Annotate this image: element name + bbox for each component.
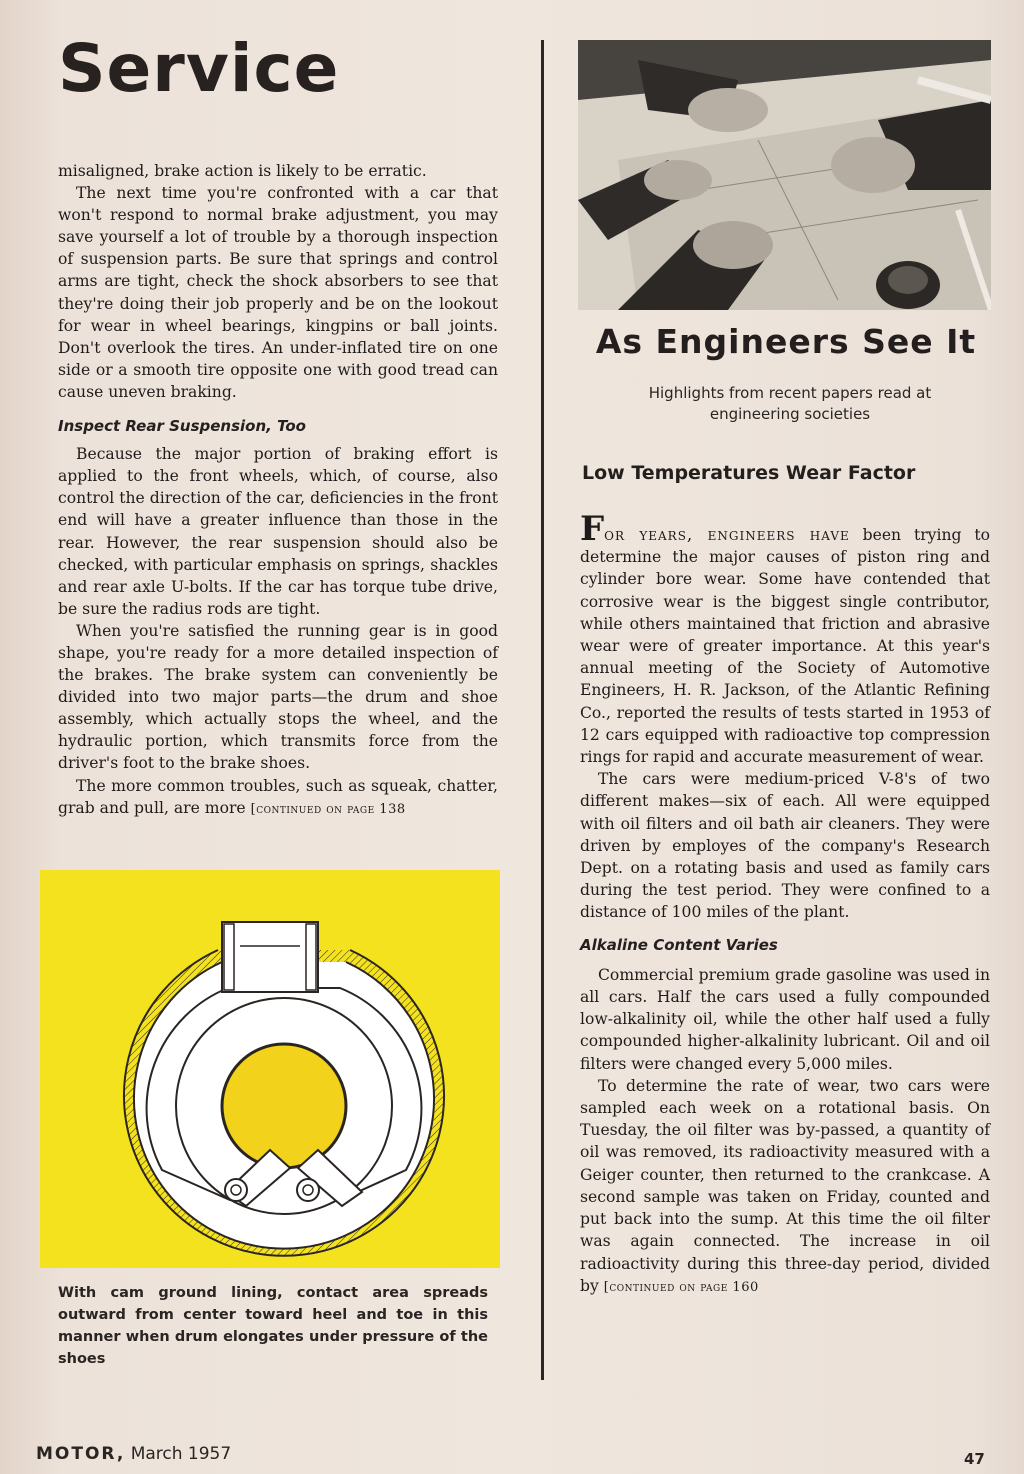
right-column-text [580, 509, 990, 1299]
magazine-name: MOTOR, [36, 1444, 126, 1464]
anchor-block [222, 922, 318, 992]
subheading: Alkaline Content Varies [580, 935, 778, 954]
section-heading: Service [58, 30, 340, 107]
paragraph: The cars were medium-priced V-8's of two different makes—six of each. All were equipped with oil filters and oil bath air cleaners. They were driven by employes of the company's Research Dept. on a rotating basis and used as family cars during the test period. They were confined to a distance of 100 miles of the plant. [580, 770, 990, 922]
paragraph-text: been trying to determine the major causes of piston ring and cylinder bore wear. Some have contended that corrosive wear is the biggest single contributor, while others maintained that friction and abrasive wear were of greater importance. At this year's annual meeting of the Society of Automotive Engineers, H. R. Jackson, of the Atlantic Refining Co., reported the results of tests started in 1953 of 12 cars equipped with radioactive top compression rings for rapid and accurate measurement of wear. [580, 526, 990, 767]
paragraph [58, 775, 498, 821]
article-title: As Engineers See It [595, 322, 977, 361]
paragraph [580, 509, 990, 768]
pivot-hole-left [225, 1179, 247, 1201]
footer-issue [36, 1444, 231, 1464]
brake-shoe-illustration [40, 870, 500, 1268]
section-title: Low Temperatures Wear Factor [582, 462, 916, 484]
photo-illustration [578, 40, 991, 310]
paragraph [580, 1075, 990, 1299]
paragraph: Commercial premium grade gasoline was used in all cars. Half the cars used a fully compounded low-alkalinity oil, while the other half used a fully compounded higher-alkalinity lubricant. Oil and oil filters were changed every 5,000 miles. [580, 965, 990, 1073]
drop-cap: F [580, 509, 605, 549]
paragraph: When you're satisfied the running gear is in good shape, you're ready for a more detailed inspection of the brakes. The brake system can conveniently be divided into two major parts—the drum and shoe assembly, which actually stops the wheel, and the hydraulic portion, which transmits force from the driver's foot to the brake shoes. [58, 621, 498, 773]
paragraph-text: The more common troubles, such as squeak, chatter, grab and pull, are more [58, 776, 498, 817]
left-column-text [58, 160, 498, 821]
continued-note: [continued on page 160 [603, 1279, 759, 1295]
article-subtitle: Highlights from recent papers read at engineering societies [648, 384, 932, 423]
lead-in: or years, engineers have [604, 525, 850, 545]
pivot-hole-right [297, 1179, 319, 1201]
paragraph: misaligned, brake action is likely to be erratic. [58, 162, 427, 180]
hub [222, 1044, 346, 1168]
brake-shoe-diagram [40, 870, 500, 1268]
paragraph-text: To determine the rate of wear, two cars were sampled each week on a rotational basis. On Tuesday, the oil filter was by-passed, a quantity of oil was removed, its radioactivity measured with a Geiger counter, then returned to the crankcase. A second sample was taken on Friday, counted and put back into the sump. At this time the oil filter was again connected. The increase in oil radioactivity during this three-day period, divided by [580, 1076, 990, 1295]
engineers-photo [578, 40, 991, 310]
paragraph: Because the major portion of braking effort is applied to the front wheels, which, of course, also control the direction of the car, deficiencies in the front end will have a greater influence than those in the rear. However, the rear suspension should also be checked, with particular emphasis on springs, shackles and rear axle U-bolts. If the car has torque tube drive, be sure the radius rods are tight. [58, 445, 498, 618]
figure-caption: With cam ground lining, contact area spreads outward from center toward heel and toe in this manner when drum elongates under pressure of the shoes [58, 1285, 488, 1367]
page-number: 47 [964, 1450, 985, 1468]
paragraph: The next time you're confronted with a car that won't respond to normal brake adjustment, you may save yourself a lot of trouble by a thorough inspection of suspension parts. Be sure that springs and control arms are tight, check the shock absorbers to see that they're doing their job properly and be on the lookout for wear in wheel bearings, kingpins or ball joints. Don't overlook the tires. An under-inflated tire on one side or a smooth tire opposite one with good tread can cause uneven braking. [58, 184, 498, 401]
issue-date: March 1957 [130, 1444, 232, 1464]
continued-note: [continued on page 138 [250, 801, 406, 817]
column-divider [541, 40, 544, 1380]
subheading: Inspect Rear Suspension, Too [58, 417, 306, 436]
